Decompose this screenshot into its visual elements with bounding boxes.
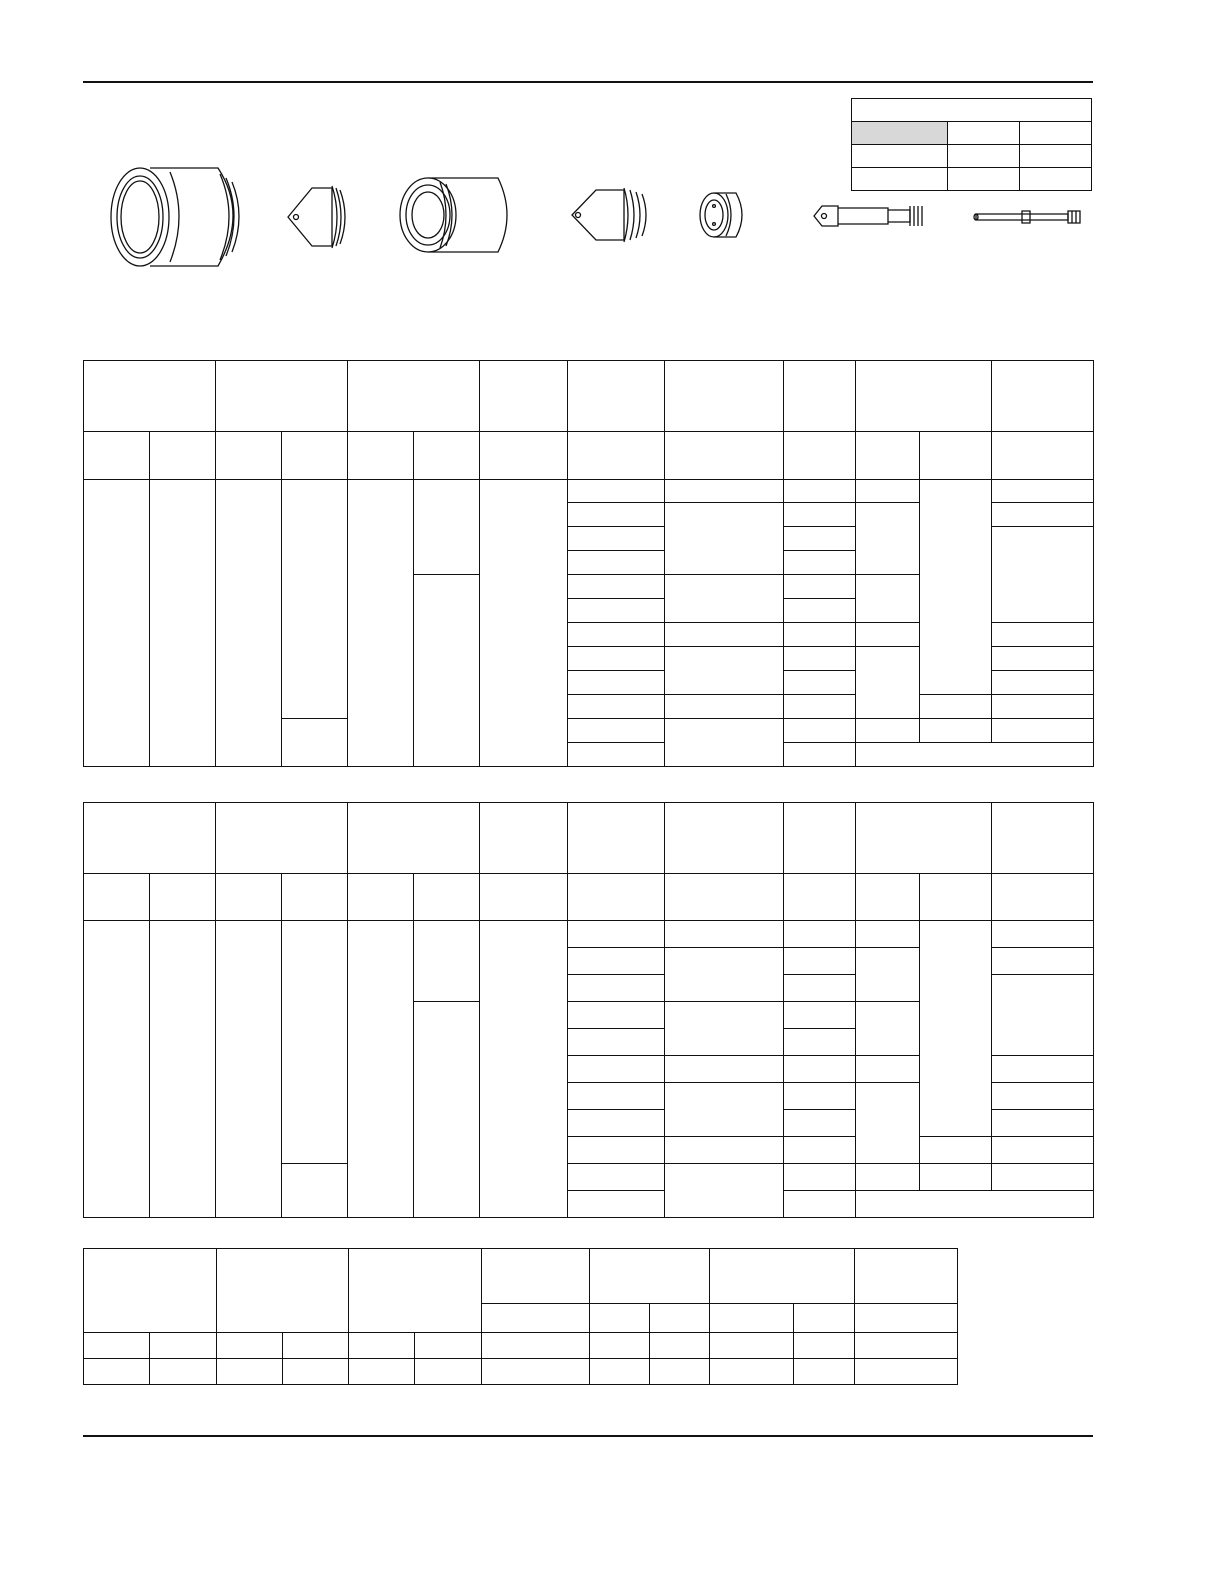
table-cell [84,1359,150,1385]
header-cell [217,1249,349,1333]
table-cell [992,527,1094,623]
subheader-cell [665,432,784,480]
header-cell [216,803,348,874]
header-cell [216,361,348,432]
table-cell [992,948,1094,975]
table-cell [348,480,414,767]
table-cell [150,480,216,767]
table-cell [784,921,856,948]
header-cell [348,361,480,432]
table-cell [568,1029,665,1056]
table-cell [784,1110,856,1137]
table-cell [348,921,414,1218]
table-cell [992,1164,1094,1191]
header-cell [482,1249,590,1304]
table-cell [482,1359,590,1385]
table-cell [992,921,1094,948]
table-cell [590,1359,650,1385]
subheader-cell [282,432,348,480]
table-cell [282,921,348,1164]
legend-cell [1020,145,1092,168]
table-cell [855,1359,958,1385]
retaining-cap-icon [398,176,516,254]
subheader-row [84,432,1094,480]
table-cell [568,695,665,719]
table-cell [920,1164,992,1191]
legend-cell [1020,168,1092,191]
table-cell [665,480,784,503]
table-cell [856,503,920,575]
table-cell [856,480,920,503]
table-cell [784,623,856,647]
table-cell [784,527,856,551]
table-cell [414,921,480,1002]
header-cell [784,803,856,874]
subheader-cell [992,432,1094,480]
table-cell [992,671,1094,695]
table-cell [856,575,920,623]
table-cell [482,1333,590,1359]
table-cell [784,671,856,695]
table-cell [992,975,1094,1056]
table-cell [794,1359,855,1385]
table-cell [710,1333,794,1359]
subheader-cell [414,432,480,480]
table-cell [568,1110,665,1137]
table-cell [784,1137,856,1164]
table-cell [784,948,856,975]
table-cell [283,1333,349,1359]
subheader-cell [710,1304,794,1333]
table-cell [217,1333,283,1359]
table-cell [480,921,568,1218]
header-cell [665,361,784,432]
table-cell [349,1333,415,1359]
subheader-cell [480,432,568,480]
subheader-cell [590,1304,650,1333]
subheader-cell [856,432,920,480]
header-cell [568,803,665,874]
table-cell [568,1056,665,1083]
header-cell [665,803,784,874]
table-cell [349,1359,415,1385]
subheader-cell [348,432,414,480]
table-cell [665,1083,784,1137]
subheader-cell [568,874,665,921]
table-cell [992,623,1094,647]
legend-title [852,99,1092,122]
table-cell [216,921,282,1218]
table-cell [568,719,665,743]
header-cell [992,361,1094,432]
table-cell [856,921,920,948]
table-cell [414,575,480,767]
subheader-cell [482,1304,590,1333]
subheader-cell [414,874,480,921]
legend-cell [1020,122,1092,145]
table-cell [568,743,665,767]
table-cell [650,1333,710,1359]
table-cell [784,1191,856,1218]
header-cell [480,803,568,874]
subheader-cell [920,432,992,480]
subheader-cell [855,1304,958,1333]
table-cell [217,1359,283,1385]
header-cell [348,803,480,874]
table-cell [665,1056,784,1083]
table-cell [992,1110,1094,1137]
subheader-cell [84,874,150,921]
table-cell [856,948,920,1002]
header-cell [710,1249,855,1304]
header-cell [84,803,216,874]
legend-cell [852,168,948,191]
table-cell [920,921,992,1137]
table-cell [568,647,665,671]
table-cell [856,743,1094,767]
table-cell [920,719,992,743]
table-cell [920,480,992,695]
table-cell [568,1191,665,1218]
table-cell [568,921,665,948]
table-cell [856,1083,920,1164]
legend-cell [948,168,1020,191]
table-cell [665,503,784,575]
table-cell [568,975,665,1002]
legend-cell [948,122,1020,145]
table-cell [216,480,282,767]
table-cell [992,503,1094,527]
table-cell [282,1164,348,1218]
table-cell [282,480,348,719]
top-rule [83,81,1093,83]
header-row [84,1249,958,1304]
legend-table [851,98,1092,191]
legend-row [852,145,1092,168]
header-cell [856,361,992,432]
table-cell [992,695,1094,719]
table-cell [568,1002,665,1029]
header-cell [568,361,665,432]
subheader-cell [920,874,992,921]
table-cell [665,623,784,647]
header-cell [349,1249,482,1333]
table-cell [568,948,665,975]
table-cell [568,575,665,599]
nozzle-icon [568,184,658,246]
header-cell [590,1249,710,1304]
header-row [84,361,1094,432]
table-cell [992,1083,1094,1110]
subheader-cell [665,874,784,921]
table-cell [784,599,856,623]
table-cell [856,623,920,647]
table-cell [650,1359,710,1385]
subheader-cell [794,1304,855,1333]
table-cell [920,1137,992,1164]
table-cell [150,921,216,1218]
table-cell [568,1164,665,1191]
table-cell [992,1137,1094,1164]
parts-table-2 [83,802,1094,1218]
table-cell [784,1002,856,1029]
table-row [84,480,1094,503]
table-cell [856,1164,920,1191]
table-cell [856,719,920,743]
header-cell [856,803,992,874]
table-cell [568,623,665,647]
subheader-cell [150,874,216,921]
subheader-cell [992,874,1094,921]
subheader-cell [216,432,282,480]
table-row [84,1333,958,1359]
table-cell [784,719,856,743]
electrode-icon [810,200,926,232]
table-cell [480,480,568,767]
table-row [84,921,1094,948]
table-cell [784,1029,856,1056]
table-cell [84,480,150,767]
subheader-cell [784,874,856,921]
table-cell [568,599,665,623]
table-cell [568,503,665,527]
table-cell [414,480,480,575]
table-cell [784,551,856,575]
table-cell [784,480,856,503]
table-cell [568,1137,665,1164]
header-cell [480,361,568,432]
subheader-cell [784,432,856,480]
subheader-cell [216,874,282,921]
legend-row [852,168,1092,191]
header-row [84,803,1094,874]
table-cell [568,1083,665,1110]
parts-table-1 [83,360,1094,767]
table-cell [665,647,784,695]
parts-table-3 [83,1248,958,1385]
table-cell [794,1333,855,1359]
shield-cap-icon [282,182,352,252]
table-cell [665,921,784,948]
subheader-cell [282,874,348,921]
header-cell [84,1249,217,1333]
subheader-row [84,874,1094,921]
table-row [84,1359,958,1385]
table-cell [784,1083,856,1110]
table-cell [84,921,150,1218]
table-cell [568,551,665,575]
subheader-cell [150,432,216,480]
table-cell [992,480,1094,503]
table-cell [590,1333,650,1359]
table-cell [920,695,992,719]
table-cell [150,1359,217,1385]
subheader-cell [480,874,568,921]
legend-title-row [852,99,1092,122]
subheader-cell [650,1304,710,1333]
subheader-cell [348,874,414,921]
bottom-rule [83,1435,1093,1437]
subheader-cell [568,432,665,480]
table-cell [665,1137,784,1164]
table-cell [415,1359,482,1385]
table-cell [568,527,665,551]
shield-icon [108,164,250,270]
table-cell [856,1056,920,1083]
table-cell [784,575,856,599]
table-cell [665,1002,784,1056]
table-cell [665,719,784,767]
table-cell [568,671,665,695]
table-cell [665,1164,784,1218]
header-cell [84,361,216,432]
water-tube-icon [972,207,1084,227]
table-cell [414,1002,480,1218]
header-cell [992,803,1094,874]
table-cell [784,743,856,767]
header-cell [855,1249,958,1304]
table-cell [415,1333,482,1359]
table-cell [282,719,348,767]
table-cell [665,695,784,719]
table-cell [784,695,856,719]
table-cell [665,575,784,623]
table-cell [784,647,856,671]
table-cell [992,647,1094,671]
legend-cell [852,122,948,145]
legend-cell [852,145,948,168]
table-cell [784,1164,856,1191]
table-cell [992,719,1094,743]
table-cell [150,1333,217,1359]
table-cell [283,1359,349,1385]
legend-row [852,122,1092,145]
table-cell [784,1056,856,1083]
table-cell [856,647,920,719]
table-cell [84,1333,150,1359]
table-cell [856,1002,920,1056]
swirl-ring-icon [698,190,750,240]
table-cell [784,975,856,1002]
table-cell [784,503,856,527]
table-cell [855,1333,958,1359]
subheader-cell [84,432,150,480]
legend-cell [948,145,1020,168]
header-cell [784,361,856,432]
table-cell [665,948,784,1002]
table-cell [856,1191,1094,1218]
subheader-cell [856,874,920,921]
table-cell [568,480,665,503]
table-cell [992,1056,1094,1083]
table-cell [710,1359,794,1385]
